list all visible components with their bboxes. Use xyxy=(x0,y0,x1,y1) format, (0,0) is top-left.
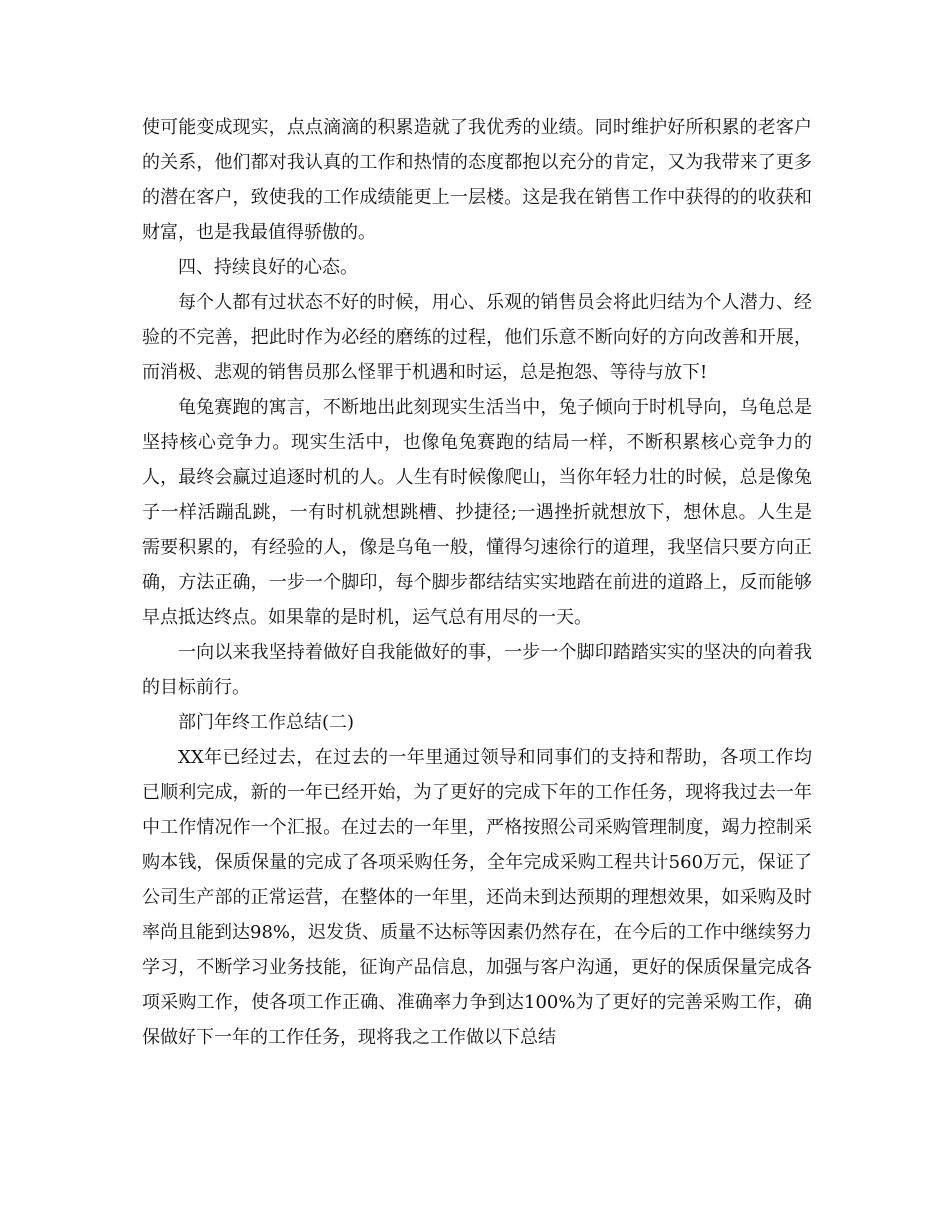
paragraph-continuation: 使可能变成现实，点点滴滴的积累造就了我优秀的业绩。同时维护好所积累的老客户的关系，他们都对我认真的工作和热情的态度都抱以充分的肯定，又为我带来了更多的潜在客户，致使我的工作成绩能更上一层楼。这是我在销售工作中获得的的收获和财富，也是我最值得骄傲的。 xyxy=(142,117,812,243)
section-heading-four: 四、持续良好的心态。 xyxy=(178,257,358,278)
paragraph-persistence: 一向以来我坚持着做好自我能做好的事，一步一个脚印踏踏实实的坚决的向着我的目标前行。 xyxy=(142,642,812,698)
document-body xyxy=(142,110,812,1055)
paragraph-procurement-summary: XX年已经过去，在过去的一年里通过领导和同事们的支持和帮助，各项工作均已顺利完成，新的一年已经开始，为了更好的完成下年的工作任务，现将我过去一年中工作情况作一个汇报。在过去的一年里，严格按照公司采购管理制度，竭力控制采购本钱，保质保量的完成了各项采购任务，全年完成采购工程共计560万元，保证了公司生产部的正常运营，在整体的一年里，还尚未到达预期的理想效果，如采购及时率尚且能到达98%，迟发货、质量不达标等因素仍然存在，在今后的工作中继续努力学习，不断学习业务技能，征询产品信息，加强与客户沟通，更好的保质保量完成各项采购工作，使各项工作正确、准确率力争到达100%为了更好的完善采购工作，确保做好下一年的工作任务，现将我之工作做以下总结 xyxy=(142,747,813,1048)
document-subtitle: 部门年终工作总结(二) xyxy=(178,712,355,733)
paragraph-mindset: 每个人都有过状态不好的时候，用心、乐观的销售员会将此归结为个人潜力、经验的不完善，把此时作为必经的磨练的过程，他们乐意不断向好的方向改善和开展，而消极、悲观的销售员那么怪罪于机遇和时运，总是抱怨、等待与放下! xyxy=(142,292,812,383)
paragraph-tortoise-hare: 龟兔赛跑的寓言，不断地出此刻现实生活当中，兔子倾向于时机导向，乌龟总是坚持核心竞争力。现实生活中，也像龟兔赛跑的结局一样，不断积累核心竞争力的人，最终会赢过追逐时机的人。人生有时候像爬山，当你年轻力壮的时候，总是像兔子一样活蹦乱跳，一有时机就想跳槽、抄捷径;一遇挫折就想放下，想休息。人生是需要积累的，有经验的人，像是乌龟一般，懂得匀速徐行的道理，我坚信只要方向正确，方法正确，一步一个脚印，每个脚步都结结实实地踏在前进的道路上，反而能够早点抵达终点。如果靠的是时机，运气总有用尽的一天。 xyxy=(142,397,812,628)
